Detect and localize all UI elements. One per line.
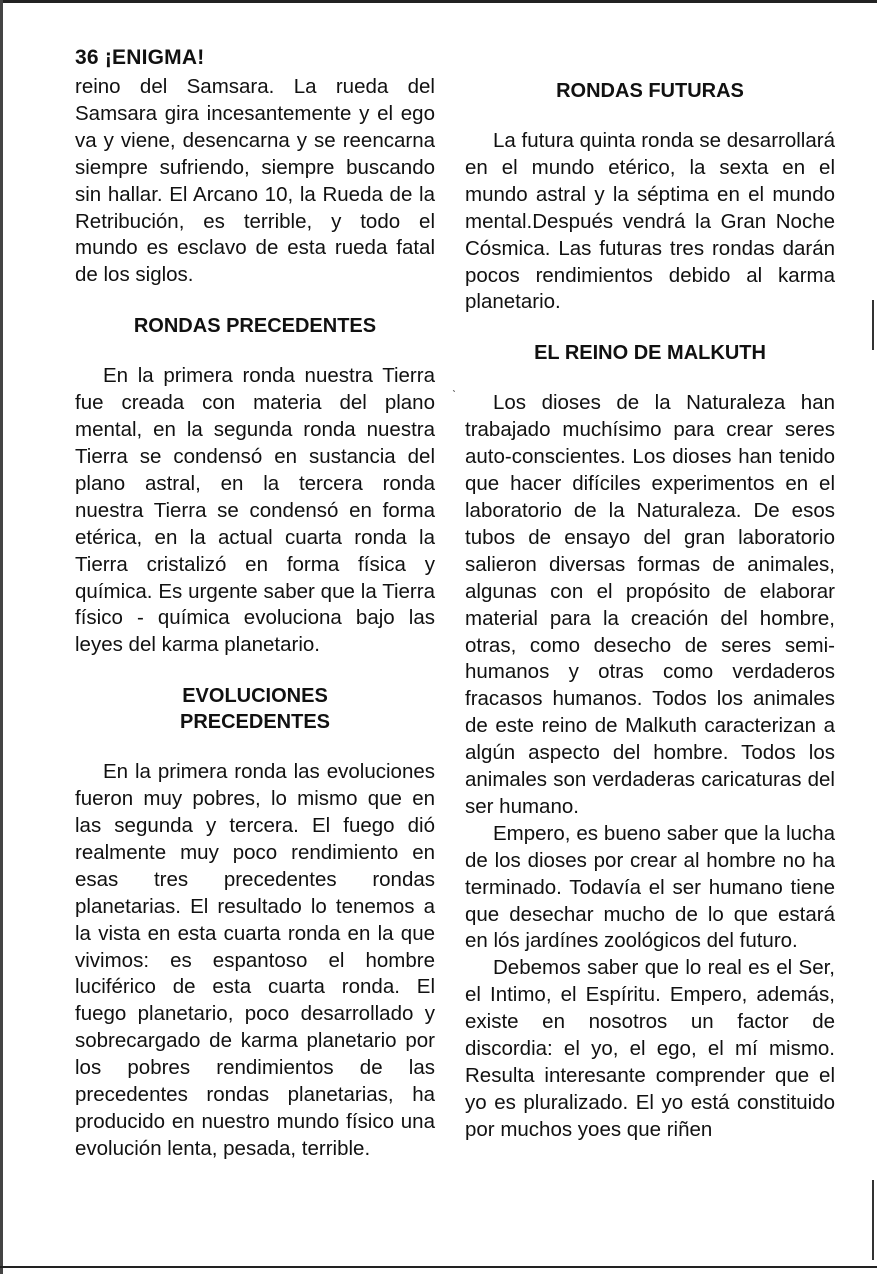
evoluciones-precedentes-paragraph: En la primera ronda las evoluciones fueron muy pobres, lo mismo que en las segunda y tercera. El fuego dió realmente muy poco rendimiento en esas tres precedentes rondas planetarias. El resultado lo tenemos a la vista en esta cuarta ronda en la que vivimos: es espantoso el hombre luciférico de esta cuarta ronda. El fuego planetario, poco desarrollado y sobrecargado de karma planetario por los pobres rendimientos de las precedentes rondas planetarias, ha producido en nuestro mundo físico una evolución lenta, pesada, terrible. — [75, 760, 435, 1160]
page-header — [75, 46, 204, 70]
book-title: ¡ENIGMA! — [104, 46, 205, 69]
malkuth-paragraph-2: Empero, es bueno saber que la lucha de los dioses por crear al hombre no ha terminado. Todavía el ser humano tiene que desechar mucho de lo que estará en lós jardínes zoológicos del futuro. — [465, 821, 835, 953]
malkuth-paragraph-1: Los dioses de la Naturaleza han trabajado muchísimo para crear seres auto-conscientes. Los dioses han tenido que hacer difíciles experimentos en el laboratorio de la Naturaleza. De esos tubos de ensayo del gran laboratorio salieron diversas formas de animales, algunas con el propósito de elaborar material para la creación del hombre, otras, como desecho de seres semi-humanos y otras como verdaderos fracasos humanos. Todos los animales de este reino de Malkuth caracterizan a algún aspecto del hombre. Todos los animales son verdaderas caricaturas del ser humano. — [465, 391, 835, 818]
page-edge-bottom — [0, 1266, 877, 1268]
heading-line: PRECEDENTES — [179, 711, 331, 734]
section-heading-reino-de-malkuth: EL REINO DE MALKUTH — [534, 342, 766, 365]
right-column — [465, 78, 835, 1144]
section-heading-rondas-precedentes: RONDAS PRECEDENTES — [133, 315, 377, 338]
page-edge-top — [0, 0, 877, 3]
heading-line: EVOLUCIONES — [182, 685, 328, 708]
left-column — [75, 74, 435, 1163]
page-number: 36 — [75, 46, 99, 69]
margin-mark — [872, 300, 874, 350]
section-heading-evoluciones-precedentes — [75, 683, 435, 735]
page-edge-left — [0, 0, 3, 1274]
section-heading-rondas-futuras: RONDAS FUTURAS — [556, 80, 744, 102]
margin-mark — [872, 1180, 874, 1260]
rondas-futuras-paragraph: La futura quinta ronda se desarrollará en el mundo etérico, la sexta en el mundo astral y la séptima en el mundo mental.Después vendrá la Gran Noche Cósmica. Las futuras tres rondas darán pocos rendimientos debido al karma planetario. — [465, 129, 835, 314]
rondas-precedentes-paragraph: En la primera ronda nuestra Tierra fue creada con materia del plano mental, en la segunda ronda nuestra Tierra se condensó en sustancia del plano astral, en la tercera ronda nuestra Tierra se condensó en forma etérica, en la actual cuarta ronda la Tierra cristalizó en forma física y química. Es urgente saber que la Tierra físico - química evoluciona bajo las leyes del karma planetario. — [75, 364, 435, 657]
intro-paragraph: reino del Samsara. La rueda del Samsara gira incesantemente y el ego va y viene, desencarna y se reencarna siempre sufriendo, siempre buscando sin hallar. El Arcano 10, la Rueda de la Retribución, es terrible, y todo el mundo es esclavo de esta rueda fatal de los siglos. — [75, 75, 435, 287]
stray-print-mark: ˋ — [452, 388, 456, 402]
malkuth-paragraph-3: Debemos saber que lo real es el Ser, el Intimo, el Espíritu. Empero, además, existe en nosotros un factor de discordia: el yo, el ego, el mí mismo. Resulta interesante comprender que el yo es pluralizado. El yo está constituido por muchos yoes que riñen — [465, 956, 835, 1141]
